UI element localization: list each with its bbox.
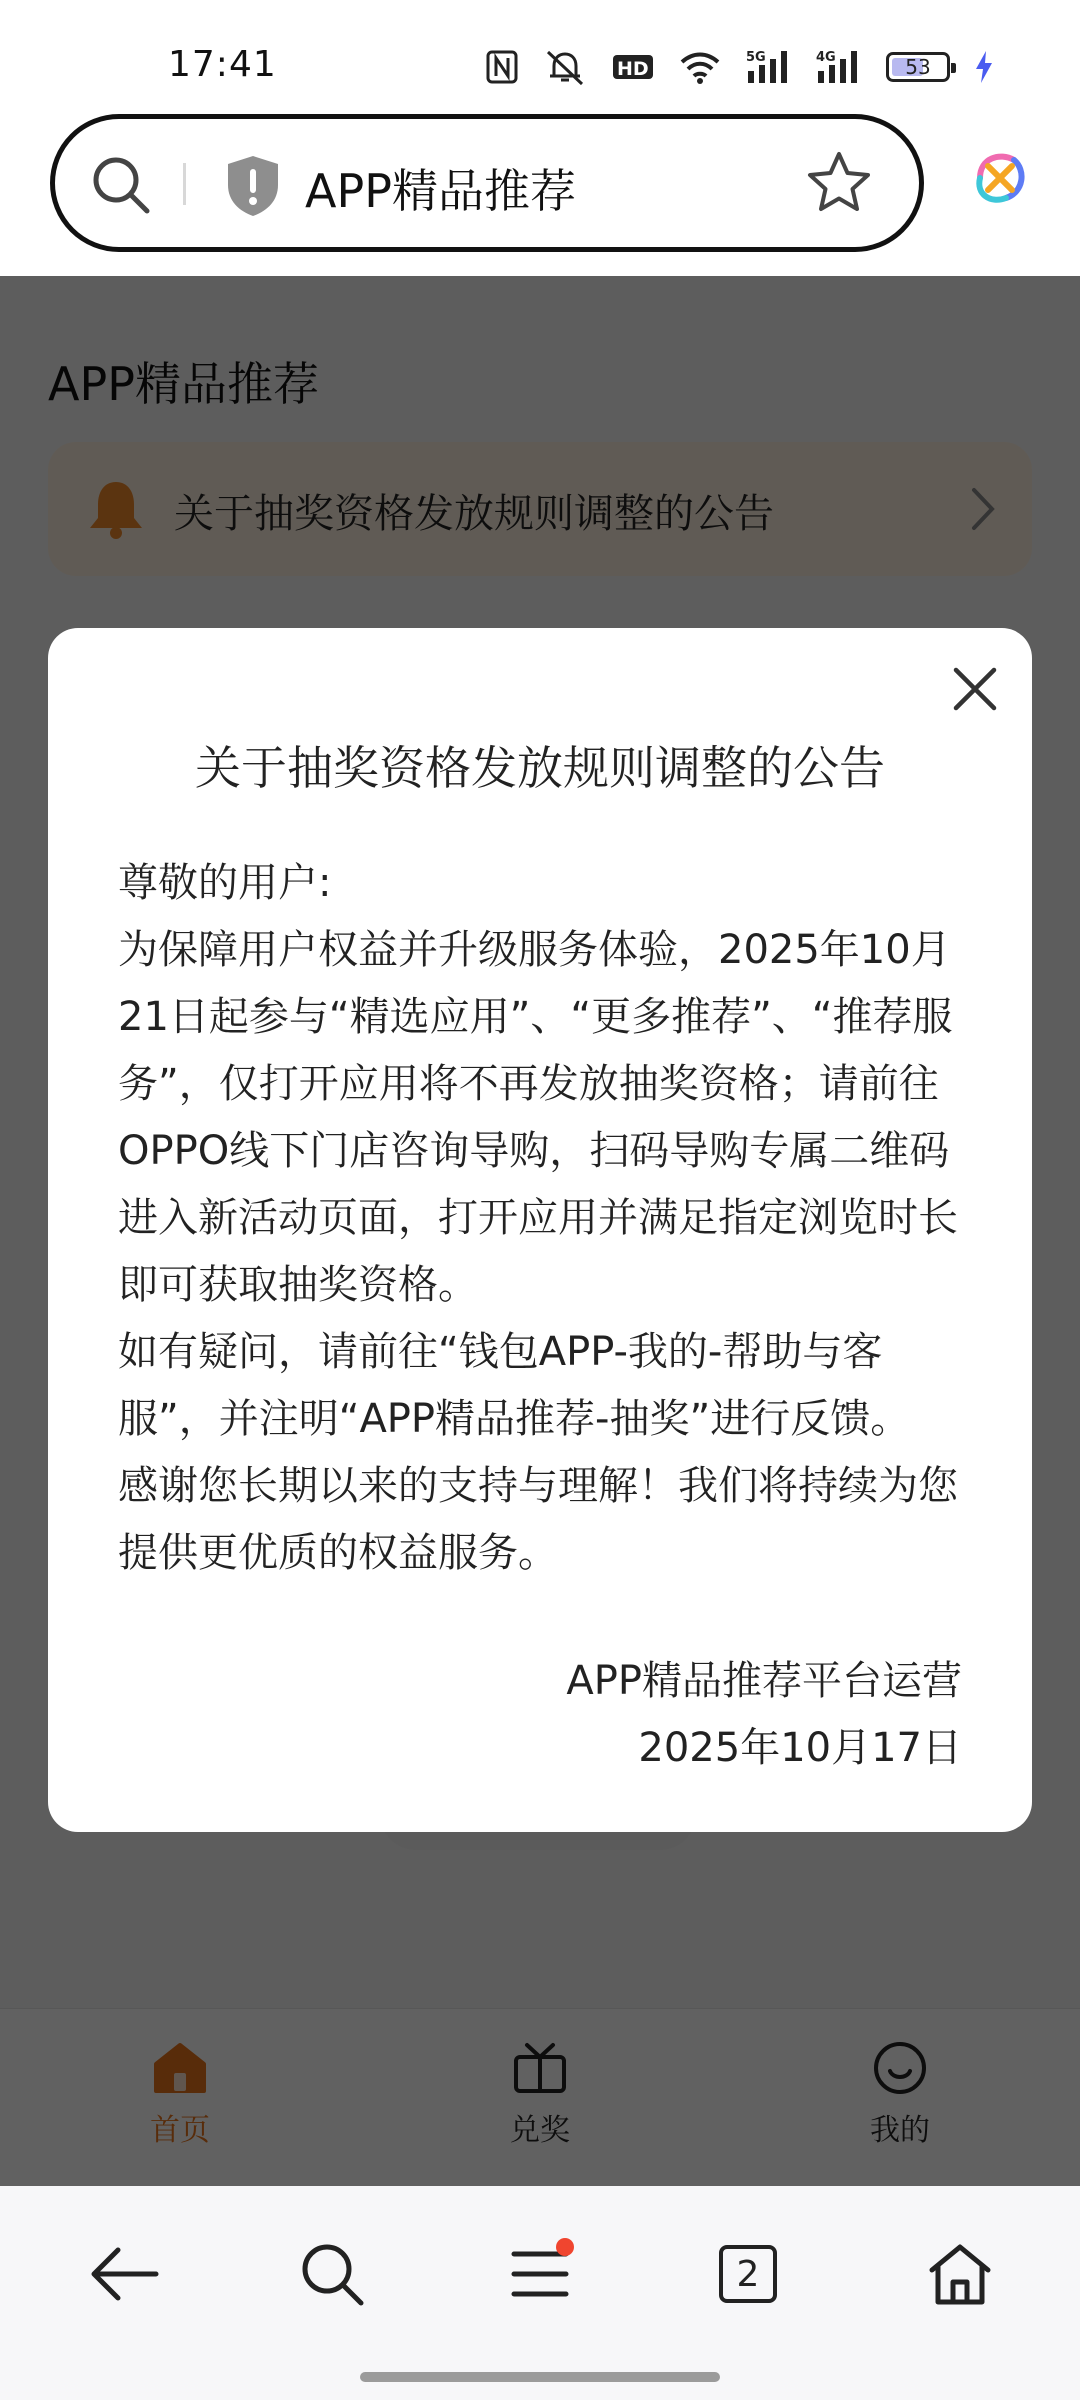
address-divider [183, 163, 186, 205]
bookmark-star-icon[interactable] [805, 149, 873, 217]
hd-icon [612, 52, 654, 82]
charging-icon [974, 50, 994, 84]
5g-signal-icon [746, 49, 792, 85]
4g-signal-icon [816, 49, 862, 85]
search-button[interactable] [292, 2234, 372, 2314]
dialog-paragraph: 如有疑问，请前往“钱包APP-我的-帮助与客服”，并注明“APP精品推荐-抽奖”进行反馈。 [118, 1329, 911, 1442]
status-icons [486, 48, 994, 86]
gesture-home-indicator[interactable] [360, 2372, 720, 2382]
dialog-date: 2025年10月17日 [638, 1725, 962, 1771]
dialog-paragraph: 为保障用户权益并升级服务体验，2025年10月21日起参与“精选应用”、“更多推荐”、“推荐服务”，仅打开应用将不再发放抽奖资格；请前往OPPO线下门店咨询导购，扫码导购专属二维码进入新活动页面，打开应用并满足指定浏览时长即可获取抽奖资格。 [118, 927, 958, 1308]
tabs-button[interactable] [708, 2234, 788, 2314]
dialog-title: 关于抽奖资格发放规则调整的公告 [195, 741, 885, 795]
browser-logo-icon[interactable] [970, 148, 1030, 208]
back-arrow-icon [88, 2244, 160, 2304]
close-icon[interactable] [940, 654, 1010, 724]
svg-text:HD: HD [617, 58, 649, 80]
battery-icon [886, 52, 950, 82]
dialog-body [118, 850, 978, 1587]
security-shield-icon[interactable] [223, 153, 283, 219]
home-icon [926, 2242, 994, 2306]
search-icon [297, 2239, 367, 2309]
svg-text:4G: 4G [816, 50, 836, 65]
back-button[interactable] [84, 2234, 164, 2314]
dialog-signature-block [566, 1648, 962, 1782]
nfc-icon [486, 50, 518, 84]
browser-nav-bar [0, 2186, 1080, 2400]
menu-button[interactable] [500, 2234, 580, 2314]
tab-count: 2 [719, 2245, 777, 2303]
dialog-signature: APP精品推荐平台运营 [566, 1658, 962, 1704]
status-bar [0, 0, 1080, 110]
mute-icon [542, 48, 588, 86]
battery-level: 53 [905, 55, 931, 79]
address-text[interactable]: APP精品推荐 [305, 164, 576, 218]
browser-toolbar [0, 110, 1080, 276]
svg-text:5G: 5G [746, 50, 766, 65]
announcement-dialog [48, 628, 1032, 1832]
search-icon[interactable] [89, 153, 153, 217]
address-bar[interactable] [50, 114, 924, 252]
dialog-paragraph: 感谢您长期以来的支持与理解！我们将持续为您提供更优质的权益服务。 [118, 1463, 958, 1576]
notification-dot [556, 2238, 574, 2256]
dialog-greeting: 尊敬的用户: [118, 860, 332, 906]
home-button[interactable] [920, 2234, 1000, 2314]
status-time: 17:41 [168, 44, 277, 85]
wifi-icon [678, 50, 722, 84]
